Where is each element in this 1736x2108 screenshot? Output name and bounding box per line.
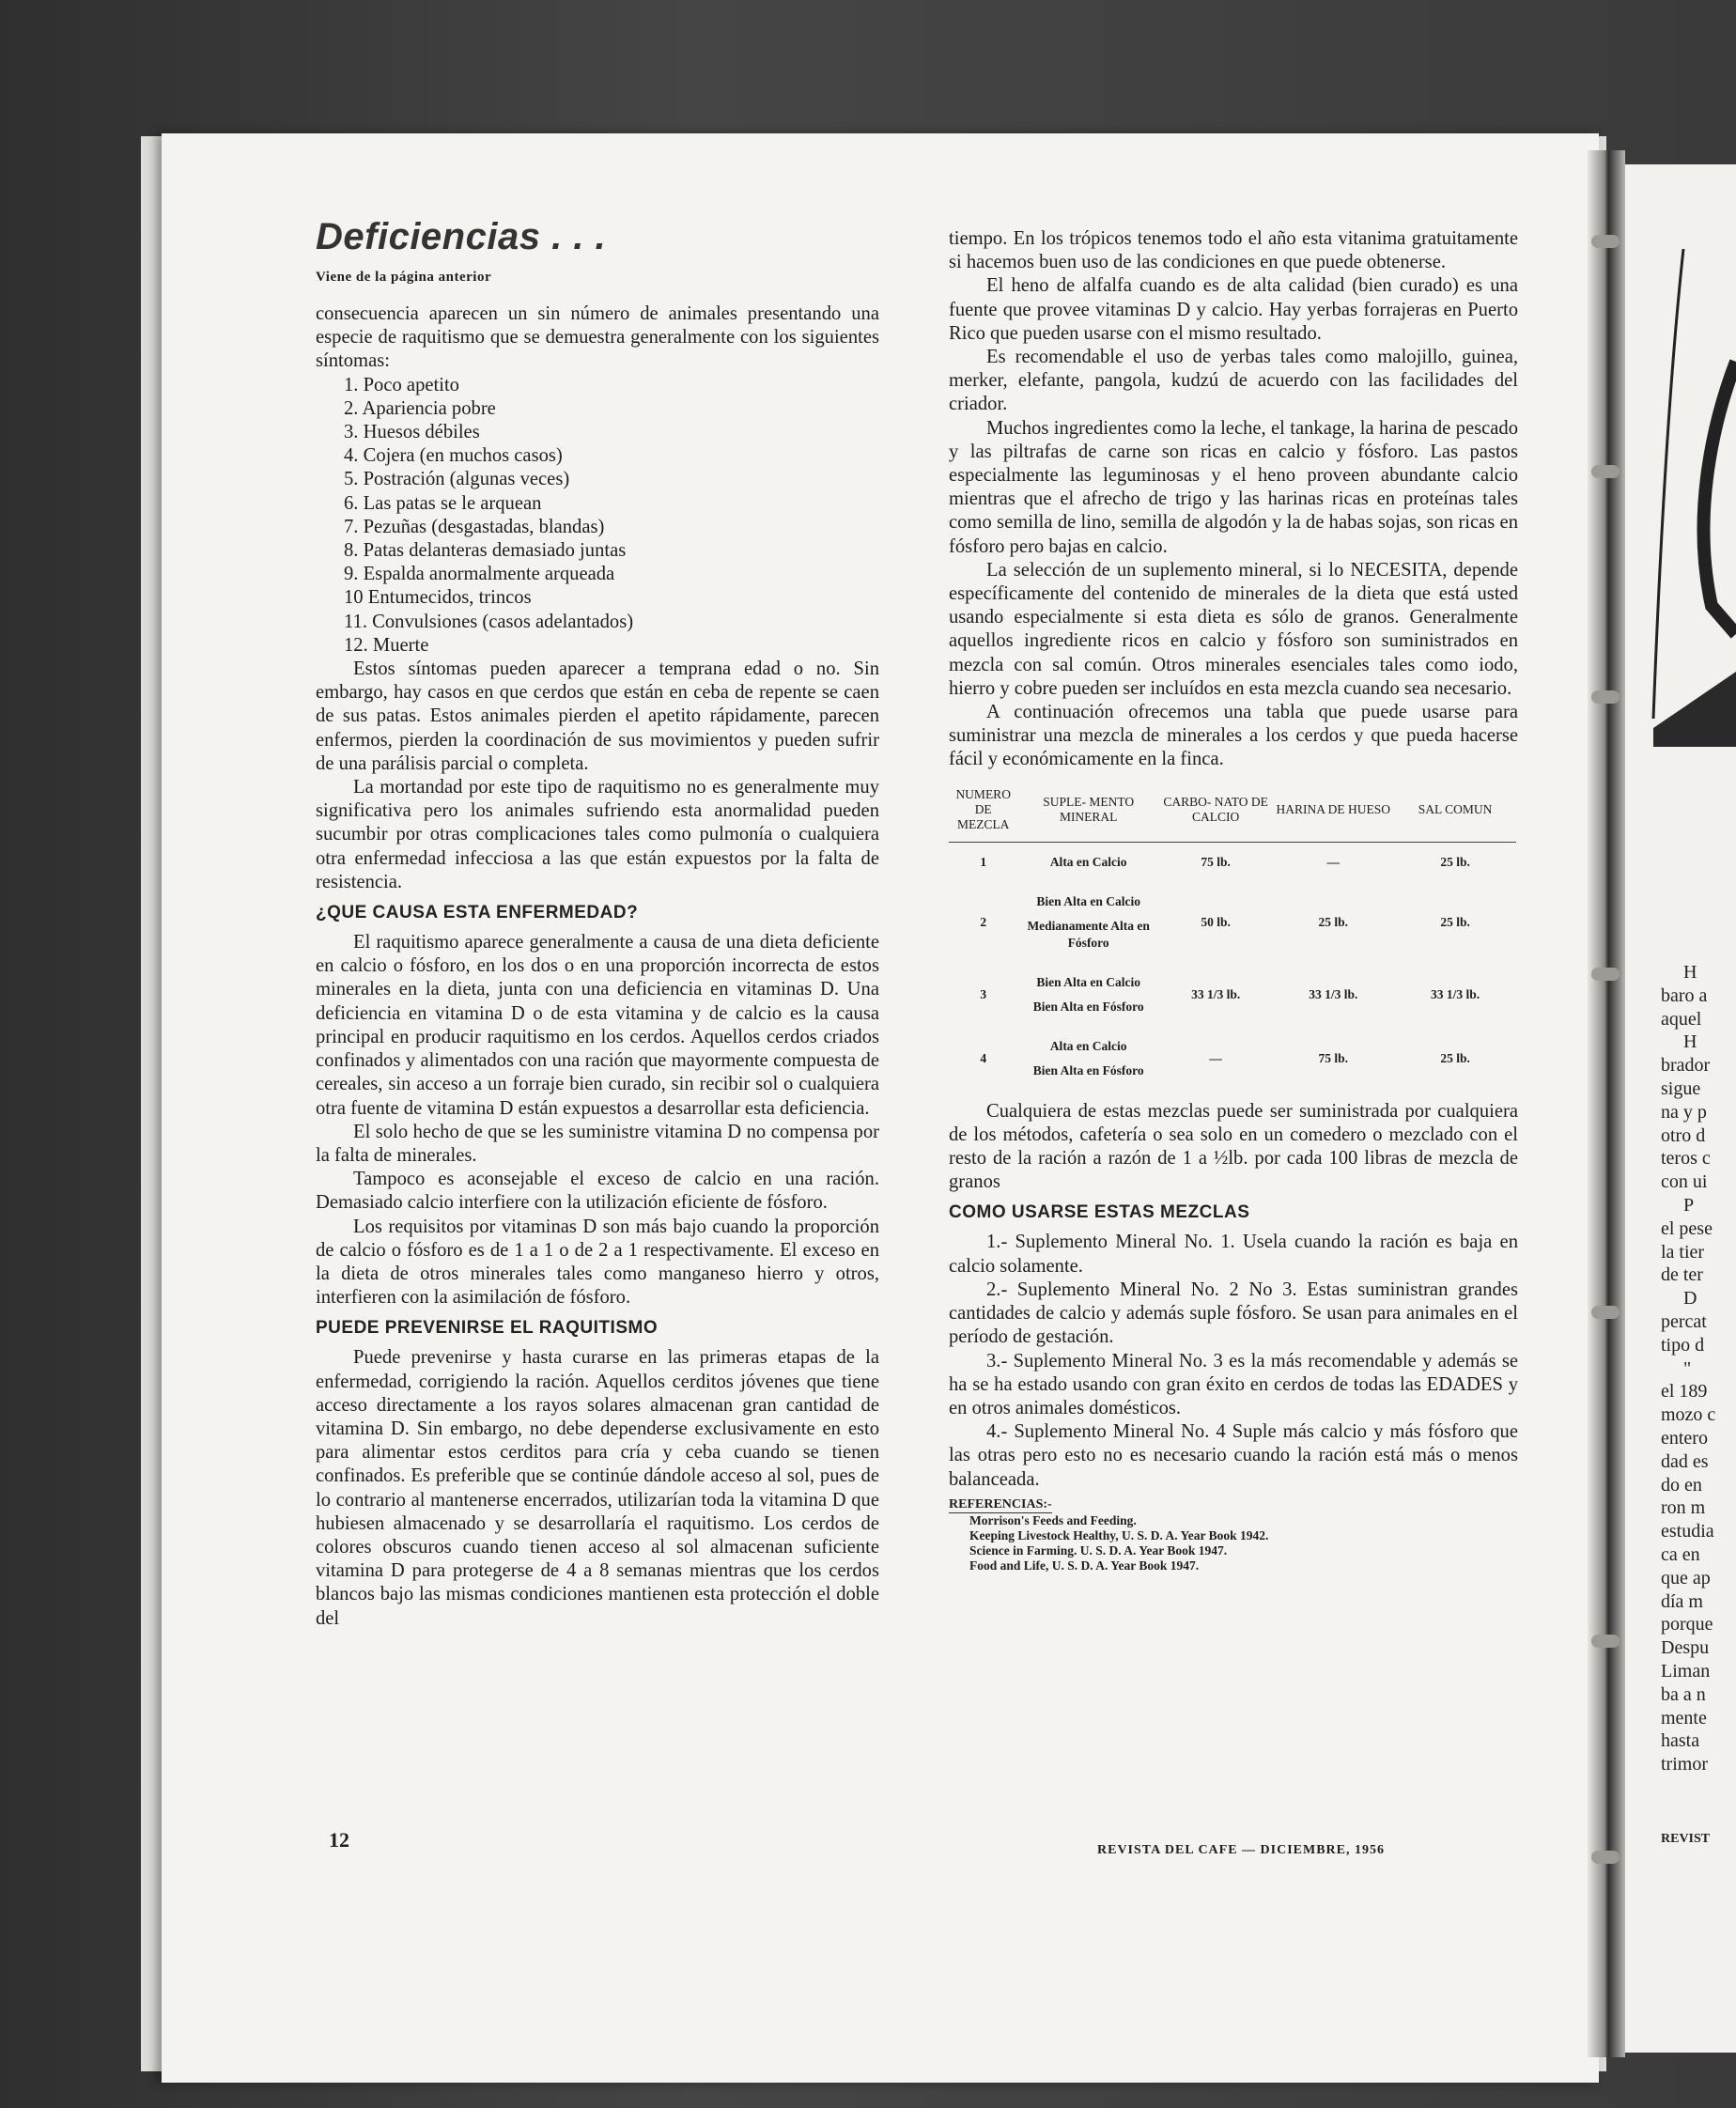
list-item: 8. Patas delanteras demasiado juntas [344,540,627,562]
cell-line: Alta en Calcio [1049,1038,1127,1053]
text-fragment: H [1683,1031,1697,1053]
continued-note: Viene de la página anterior [316,270,492,285]
table-cell: 25 lb. [1440,914,1470,929]
table-cell: 33 1/3 lb. [1191,986,1241,1001]
body-paragraph: Muchos ingredientes como la leche, el tankage, la harina de pescado y las piltrafas de carne son ricas en calcio y fósforo. Las pastos especialmente las leguminosas y el heno proveen abundante calcio mientras que el afrecho de trigo y las harinas ricas en proteínas tales como semilla de lino, semilla de algodón y la de habas sojas, son ricas en fósforo pero bajas en calcio. [949,417,1518,557]
list-item: 6. Las patas se le arquean [344,492,542,514]
page-footer: REVISTA DEL CAFE — DICIEMBRE, 1956 [1097,1843,1386,1857]
text-fragment: Liman [1661,1661,1711,1682]
list-item: 1. Poco apetito [344,374,459,395]
right-column [949,227,1518,1573]
binding-ring [1591,465,1620,478]
text-fragment: D [1683,1288,1697,1310]
text-fragment: con ui [1661,1171,1708,1193]
column-header: NUMERO DE MEZCLA [949,783,1017,843]
list-item: 9. Espalda anormalmente arqueada [344,564,615,585]
reference-item: Food and Life, U. S. D. A. Year Book 1947. [969,1558,1200,1573]
body-paragraph: 2.- Suplemento Mineral No. 2 No 3. Estas suministran grandes cantidades de calcio y además suple fósforo. Se usan para animales en el período de gestación. [949,1279,1518,1348]
table-cell: 75 lb. [1318,1050,1349,1065]
body-paragraph: Es recomendable el uso de yerbas tales como malojillo, guinea, merker, elefante, pangola, kudzú de acuerdo con las facilidades del criador. [949,347,1518,415]
text-fragment: P [1683,1195,1695,1216]
body-paragraph: El heno de alfalfa cuando es de alta calidad (bien curado) es una fuente que provee vitaminas D y calcio. Hay yerbas forrajeras en Puerto Rico que pueden usarse con el mismo resultado. [949,275,1518,344]
list-item: 2. Apariencia pobre [344,397,496,419]
symptom-list [316,374,879,658]
reference-item: Science in Farming. U. S. D. A. Year Book 1947. [969,1542,1228,1558]
text-fragment: ca en [1661,1544,1700,1565]
table-cell: 25 lb. [1440,854,1470,869]
body-paragraph: Cualquiera de estas mezclas puede ser suministrada por cualquiera de los métodos, cafetería o sea solo en un comedero o mezclado con el resto de la ración a razón de 1 a ½lb. por cada 100 libras de mezcla de granos [949,1100,1518,1193]
list-item: 3. Huesos débiles [344,422,480,443]
text-fragment: " [1683,1357,1692,1379]
binding-spine [1588,150,1625,2057]
column-header: CARBO- NATO DE CALCIO [1159,783,1272,843]
text-fragment: teros c [1661,1148,1711,1170]
binding-ring [1591,968,1620,981]
cell-line: Medianamente Alta en Fósforo [1027,918,1150,950]
text-fragment: sigue [1661,1078,1701,1099]
body-paragraph: A continuación ofrecemos una tabla que puede usarse para suministrar una mezcla de minerales a los cerdos y que pueda hacerse fácil y económicamente en la finca. [949,702,1518,770]
text-fragment: baro a [1661,984,1708,1006]
table-cell: 1 [980,854,987,869]
text-fragment: la tier [1661,1241,1705,1263]
article-title: Deficiencias . . . [316,216,607,257]
references [949,1496,1518,1573]
body-paragraph: Estos síntomas pueden aparecer a temprana edad o no. Sin embargo, hay casos en que cerdos que están en ceba de repente se caen de sus patas. Estos animales pierden el apetito rápidamente, parecen enfermos, pierden la coordinación de sus movimientos y pueden sufrir de una parálisis parcial o completa. [316,659,879,774]
body-paragraph: 3.- Suplemento Mineral No. 3 es la más recomendable y además se ha se ha estado usando con gran éxito en cerdos de todas las EDADES y en otros animales domésticos. [949,1350,1518,1418]
text-fragment: mente [1661,1707,1707,1728]
body-paragraph: La mortandad por este tipo de raquitismo no es generalmente muy significativa pero los animales sufriendo esta anormalidad pueden sucumbir por otras complicaciones tales como pulmonía o cualquiera otra enfermedad infecciosa a las que están expuestos por la falta de resistencia. [316,777,879,892]
body-paragraph: tiempo. En los trópicos tenemos todo el año esta vitanima gratuitamente si hacemos buen uso de las condiciones en que puede obtenerse. [949,228,1518,273]
table-row [949,963,1516,1027]
text-fragment: do en [1661,1474,1702,1496]
cell-line: Bien Alta en Calcio [1036,893,1140,908]
body-paragraph: 4.- Suplemento Mineral No. 4 Suple más calcio y más fósforo que las otras pero esto no es necesario cuando la ración está más o menos balanceada. [949,1421,1518,1490]
table-cell: 4 [980,1050,987,1065]
binding-ring [1591,235,1620,248]
column-header: HARINA DE HUESO [1272,783,1394,843]
text-fragment: que ap [1661,1567,1711,1589]
reference-item: Morrison's Feeds and Feeding. [969,1512,1137,1527]
section-heading-usage: COMO USARSE ESTAS MEZCLAS [949,1202,1250,1223]
text-fragment: ron m [1661,1497,1706,1519]
table-cell: — [1209,1050,1222,1065]
adjacent-page [1625,164,1736,2053]
body-paragraph: Los requisitos por vitaminas D son más bajo cuando la proporción de calcio o fósforo es de 1 a 1 o de 2 a 1 respectivamente. El exceso en la dieta de otros minerales tales como manganeso hierro y otros, interfieren con la asimilación de fósforo. [316,1216,879,1309]
cell-line: Bien Alta en Fósforo [1032,999,1144,1014]
table-cell [1017,842,1159,882]
body-paragraph: El solo hecho de que se les suministre vitamina D no compensa por la falta de minerales. [316,1121,879,1166]
text-fragment: na y p [1661,1101,1707,1123]
table-cell: 25 lb. [1440,1050,1470,1065]
binding-ring [1591,690,1620,704]
section-heading-prevent: PUEDE PREVENIRSE EL RAQUITISMO [316,1318,659,1339]
illustration-fragment [1625,240,1736,747]
reference-item: Keeping Livestock Healthy, U. S. D. A. Year Book 1942. [969,1527,1269,1542]
text-fragment: entero [1661,1428,1708,1449]
text-fragment: brador [1661,1055,1711,1077]
mineral-mix-table [949,783,1516,1091]
text-fragment: el 189 [1661,1381,1708,1403]
table-cell [1017,1027,1159,1091]
intro-paragraph: consecuencia aparecen un sin número de animales presentando una especie de raquitismo que se demuestra generalmente con los siguientes síntomas: [316,303,879,372]
table-cell: — [1326,854,1341,869]
table-cell: 3 [980,986,987,1001]
table-row [949,842,1516,882]
text-fragment: Despu [1661,1637,1710,1659]
text-fragment: de ter [1661,1264,1703,1286]
binding-ring [1591,1851,1620,1864]
text-fragment: hasta [1661,1730,1700,1752]
column-header: SUPLE- MENTO MINERAL [1017,783,1159,843]
text-fragment: el pese [1661,1217,1713,1239]
text-fragment: día m [1661,1590,1703,1612]
text-fragment: estudia [1661,1521,1714,1542]
table-cell: 2 [980,914,987,929]
list-item: 11. Convulsiones (casos adelantados) [344,611,634,632]
references-title: REFERENCIAS:- [949,1496,1052,1511]
text-fragment: dad es [1661,1450,1709,1472]
body-paragraph: 1.- Suplemento Mineral No. 1. Usela cuando la ración es baja en calcio solamente. [949,1232,1518,1277]
binding-ring [1591,1635,1620,1648]
body-paragraph: La selección de un suplemento mineral, si lo NECESITA, depende específicamente del contenido de minerales de la dieta que está usted usando especialmente si esta dieta es sólo de granos. Generalmente aquellos ingrediente ricos en calcio y fósforo son suministrados en mezcla con sal común. Otros minerales esenciales tales como iodo, hierro y cobre pueden ser incluídos en esta mezcla cuando sea necesario. [949,559,1518,699]
adjacent-footer: REVIST [1661,1832,1711,1846]
table-cell: 50 lb. [1201,914,1231,929]
list-item: 12. Muerte [344,634,429,656]
cell-line: Alta en Calcio [1049,854,1127,869]
table-cell [1017,882,1159,963]
body-paragraph: El raquitismo aparece generalmente a causa de una dieta deficiente en calcio o fósforo, en los dos o en una proporción incorrecta de estos minerales en la dieta, junta con una deficiencia en vitaminas D. Una deficiencia en vitamina D o de esta vitamina y de calcio es la causa principal en producir raquitismo en los cerdos. Aquellos cerdos criados confinados y alimentados con una ración que mayormente compuesta de cereales, sin acceso a un forraje bien curado, sin recibir sol o cualquiera otra fuente de vitamina D están expuestos a desarrollar esta deficiencia. [316,932,879,1119]
list-item: 7. Pezuñas (desgastadas, blandas) [344,516,605,537]
text-fragment: ba a n [1661,1683,1706,1705]
text-fragment: aquel [1661,1008,1702,1030]
cell-line: Bien Alta en Calcio [1036,974,1140,989]
table-cell: 33 1/3 lb. [1309,986,1358,1001]
table-cell: 33 1/3 lb. [1431,986,1480,1001]
text-fragment: mozo c [1661,1404,1716,1426]
text-fragment: porque [1661,1614,1713,1635]
list-item: 4. Cojera (en muchos casos) [344,445,563,467]
left-column [316,216,879,1631]
column-header: SAL COMUN [1394,783,1516,843]
table-header-row [949,783,1516,843]
table-cell [1017,963,1159,1027]
text-fragment: H [1683,962,1697,983]
text-fragment: trimor [1661,1754,1708,1775]
table-row [949,1027,1516,1091]
list-item: 5. Postración (algunas veces) [344,469,570,490]
list-item: 10 Entumecidos, trincos [344,587,532,609]
cell-line: Bien Alta en Fósforo [1032,1062,1144,1077]
text-fragment: tipo d [1661,1334,1705,1356]
body-paragraph: Tampoco es aconsejable el exceso de calcio en una ración. Demasiado calcio interfiere con la utilización eficiente de fósforo. [316,1169,879,1214]
table-cell: 75 lb. [1201,854,1231,869]
page-number: 12 [329,1828,349,1852]
section-heading-cause: ¿QUE CAUSA ESTA ENFERMEDAD? [316,903,639,923]
text-fragment: otro d [1661,1124,1706,1146]
binding-ring [1591,1306,1620,1319]
text-fragment: percat [1661,1311,1707,1332]
body-paragraph: Puede prevenirse y hasta curarse en las primeras etapas de la enfermedad, corrigiendo la ración. Aquellos cerditos jóvenes que tiene acceso directamente a los rayos solares almacenan gran cantidad de vitamina D. Sin embargo, no debe dependerse exclusivamente en esto para alimentar estos cerditos para cría y ceba cuando se tienen confinados. Es preferible que se continúe dándole acceso al sol, pues de lo contrario al mantenerse encerrados, utilizarían toda la vitamina D que hubiesen almacenado y se desarrollaría el raquitismo. Los cerdos de colores obscuros cuando tienen acceso al sol almacenan suficiente vitamina D para protegerse de 4 a 8 semanas mientras que los cerdos blancos bajo las mismas condiciones mantienen esta protección el doble del [316,1347,879,1629]
table-cell: 25 lb. [1318,914,1349,929]
table-row [949,882,1516,963]
